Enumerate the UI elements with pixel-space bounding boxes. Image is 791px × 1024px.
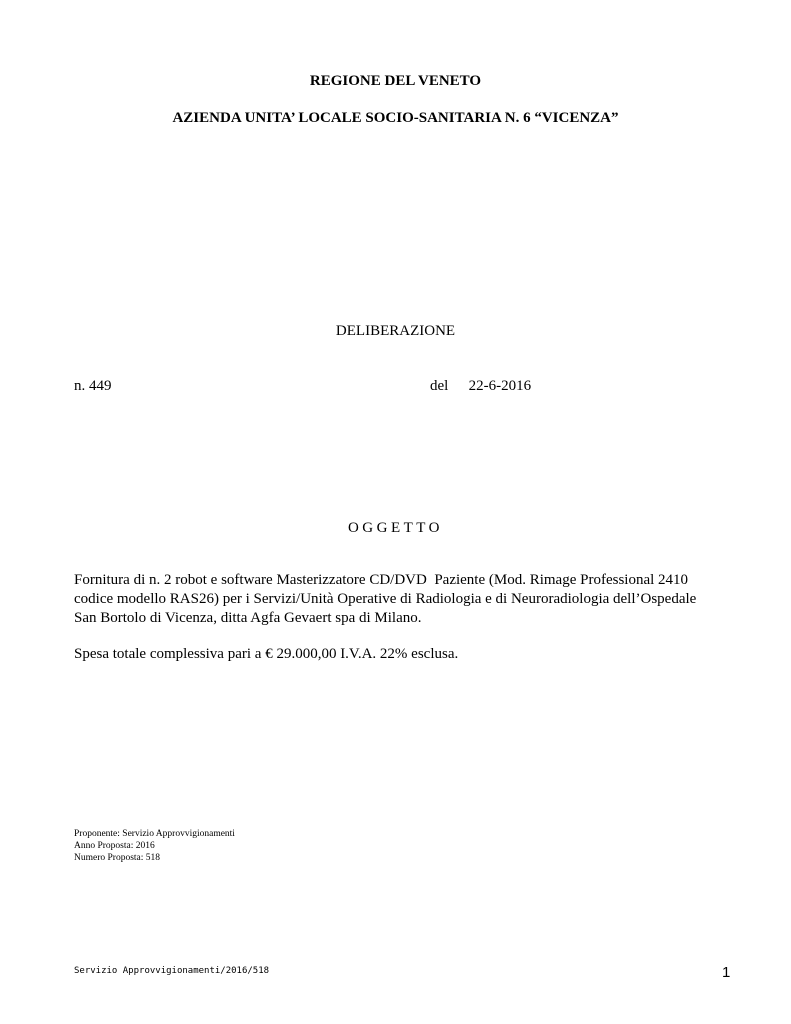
oggetto-line: Fornitura di n. 2 robot e software Masterizzatore CD/DVD Paziente (Mod. Rimage Professional 2410 xyxy=(74,572,689,588)
proponente: Proponente: Servizio Approvvigionamenti xyxy=(74,829,235,839)
azienda-title: AZIENDA UNITA’ LOCALE SOCIO-SANITARIA N. 6 “VICENZA” xyxy=(172,110,619,126)
page-number: 1 xyxy=(722,964,731,981)
spesa-total: Spesa totale complessiva pari a € 29.000,00 I.V.A. 22% esclusa. xyxy=(74,646,459,662)
oggetto-title: OGGETTO xyxy=(347,520,444,536)
anno-proposta: Anno Proposta: 2016 xyxy=(74,841,155,851)
deliberazione-number: n. 449 xyxy=(74,378,112,394)
oggetto-description xyxy=(74,571,734,628)
region-title: REGIONE DEL VENETO xyxy=(309,73,482,89)
deliberazione-title: DELIBERAZIONE xyxy=(335,323,456,339)
proposal-info xyxy=(74,828,235,864)
footer-reference: Servizio Approvvigionamenti/2016/518 xyxy=(74,966,270,976)
deliberazione-date: del 22-6-2016 xyxy=(430,378,532,394)
oggetto-line: San Bortolo di Vicenza, ditta Agfa Gevaert spa di Milano. xyxy=(74,610,422,626)
oggetto-line: codice modello RAS26) per i Servizi/Unità Operative di Radiologia e di Neuroradiologia dell’Ospedale xyxy=(74,591,697,607)
numero-proposta: Numero Proposta: 518 xyxy=(74,853,161,863)
